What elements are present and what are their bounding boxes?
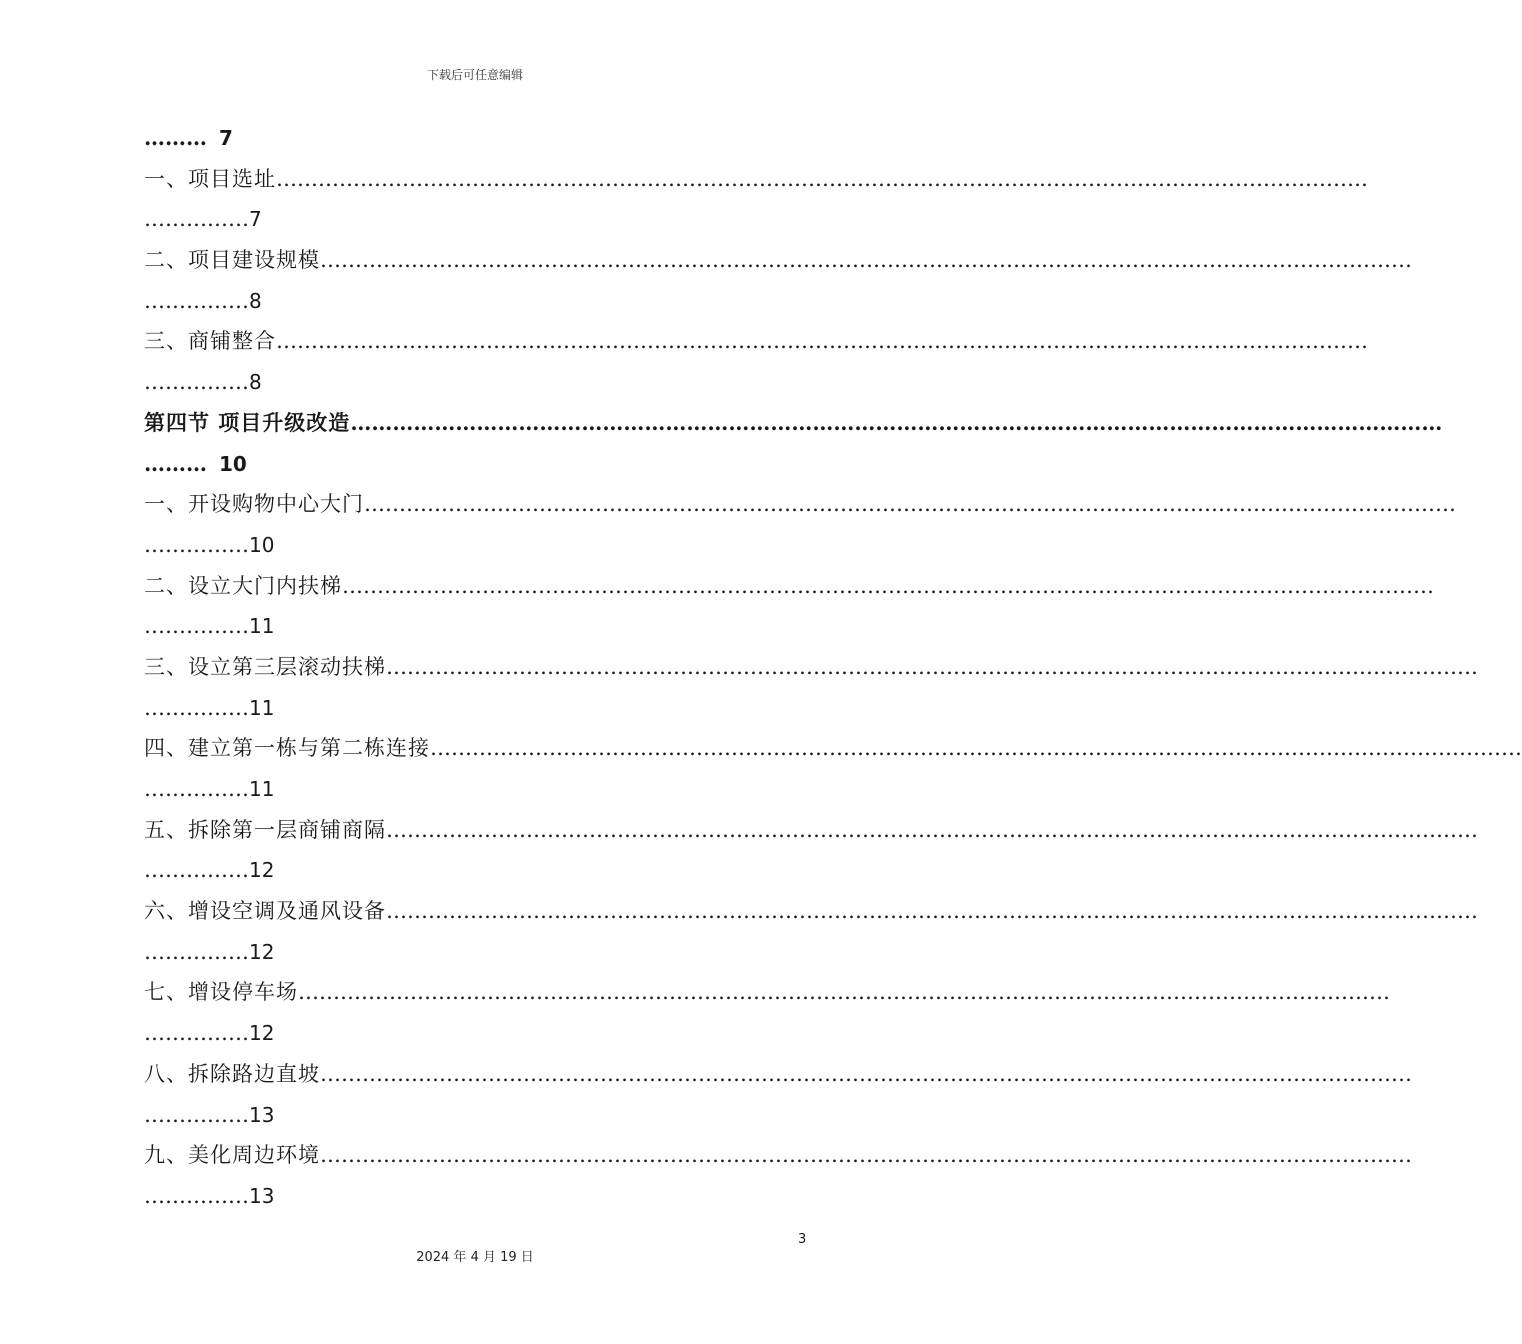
toc-page-number: 13 xyxy=(249,1102,275,1127)
toc-page-number: 10 xyxy=(219,451,247,476)
toc-entry[interactable] xyxy=(144,403,1443,444)
toc-entry[interactable] xyxy=(144,484,1456,525)
toc-entry-continuation[interactable] xyxy=(144,769,804,810)
toc-dot-leader: ………………………………………………………………………………………………………………………………………… xyxy=(342,573,1434,598)
toc-dot-leader: …………… xyxy=(144,532,249,557)
toc-dot-leader: ……… xyxy=(144,450,207,476)
toc-page-number: 11 xyxy=(249,695,275,720)
toc-dot-leader: ………………………………………………………………………………………………………………………………………… xyxy=(386,817,1478,842)
toc-dot-leader: …………… xyxy=(144,288,249,313)
toc-entry-title: 六、增设空调及通风设备 xyxy=(144,899,386,924)
page-header: 下载后可任意编辑 xyxy=(426,68,523,82)
toc-entry-continuation[interactable] xyxy=(144,199,804,240)
toc-dot-leader: ………………………………………………………………………………………………………………………………………… xyxy=(320,248,1412,273)
toc-entry-title: 二、设立大门内扶梯 xyxy=(144,573,342,598)
toc-entry-continuation[interactable] xyxy=(144,688,804,729)
toc-dot-leader: ………………………………………………………………………………………………………………………………………… xyxy=(364,492,1456,517)
toc-dot-leader: …………… xyxy=(144,695,249,720)
page-number: 3 xyxy=(798,1232,807,1247)
toc-entry[interactable] xyxy=(144,240,1412,281)
toc-entry-continuation[interactable] xyxy=(144,362,804,403)
toc-dot-leader: …………… xyxy=(144,1021,249,1046)
toc-page-number: 7 xyxy=(219,126,233,150)
toc-page-number: 12 xyxy=(249,939,275,964)
toc-entry-title: 一、项目选址 xyxy=(144,166,276,191)
toc-entry[interactable] xyxy=(144,321,1368,362)
toc-dot-leader: ………………………………………………………………………………………………………………………………………… xyxy=(320,1143,1412,1168)
toc-entry-continuation[interactable] xyxy=(144,525,804,566)
toc-entry-continuation[interactable] xyxy=(144,850,804,891)
toc-entry[interactable] xyxy=(144,159,1368,200)
toc-dot-leader: …………… xyxy=(144,1183,249,1208)
toc-page-number: 8 xyxy=(249,288,262,313)
toc-entry-title: 四、建立第一栋与第二栋连接 xyxy=(144,736,430,761)
toc-entry[interactable] xyxy=(144,566,1434,607)
toc-entry[interactable] xyxy=(144,728,1522,769)
toc-dot-leader: ……… xyxy=(144,125,207,150)
toc-entry[interactable] xyxy=(144,1135,1412,1176)
toc-entry-continuation[interactable] xyxy=(144,606,804,647)
toc-dot-leader: …………… xyxy=(144,207,249,232)
toc-dot-leader: ………………………………………………………………………………………………………………………………………… xyxy=(320,1061,1412,1086)
toc-page-number: 11 xyxy=(249,614,275,639)
toc-entry-continuation[interactable] xyxy=(144,1176,804,1217)
toc-page-number: 10 xyxy=(249,532,275,557)
toc-entry-title: 三、设立第三层滚动扶梯 xyxy=(144,654,386,679)
toc-entry[interactable] xyxy=(144,810,1478,851)
toc-entry[interactable] xyxy=(144,1054,1412,1095)
toc-entry[interactable] xyxy=(144,891,1478,932)
toc-dot-leader: ………………………………………………………………………………………………………………………………………… xyxy=(298,980,1390,1005)
toc-page-number: 11 xyxy=(249,777,275,801)
toc-dot-leader: …………… xyxy=(144,858,249,883)
toc-entry[interactable] xyxy=(144,647,1478,688)
toc-entry-continuation[interactable] xyxy=(144,1013,804,1054)
toc-dot-leader: ………………………………………………………………………………………………………………………………………… xyxy=(430,736,1522,761)
toc-dot-leader: ………………………………………………………………………………………………………………………………………… xyxy=(276,329,1368,354)
toc-dot-leader: ………………………………………………………………………………………………………………………………………… xyxy=(386,654,1478,679)
toc-page-number: 12 xyxy=(249,858,275,883)
toc-entry-title: 二、项目建设规模 xyxy=(144,248,320,273)
toc-dot-leader: …………… xyxy=(144,370,249,395)
toc-dot-leader: ………………………………………………………………………………………………………………………………………… xyxy=(350,409,1443,435)
toc-dot-leader: ………………………………………………………………………………………………………………………………………… xyxy=(386,899,1478,924)
toc-entry-title: 五、拆除第一层商铺商隔 xyxy=(144,817,386,842)
toc-entry-title: 第四节 项目升级改造 xyxy=(144,409,351,435)
toc-dot-leader: ………………………………………………………………………………………………………………………………………… xyxy=(276,166,1368,191)
toc-entry-title: 七、增设停车场 xyxy=(144,980,298,1005)
toc-entry-title: 一、开设购物中心大门 xyxy=(144,492,364,517)
toc-entry-title: 九、美化周边环境 xyxy=(144,1143,320,1168)
table-of-contents xyxy=(144,118,1522,1217)
toc-dot-leader: …………… xyxy=(144,777,249,801)
toc-entry-continuation[interactable] xyxy=(144,444,804,485)
toc-page-number: 8 xyxy=(249,370,262,395)
toc-entry-continuation[interactable] xyxy=(144,118,804,159)
toc-page-number: 13 xyxy=(249,1183,275,1208)
toc-entry-title: 三、商铺整合 xyxy=(144,329,276,354)
page-footer-date: 2024 年 4 月 19 日 xyxy=(416,1250,534,1265)
toc-dot-leader: …………… xyxy=(144,939,249,964)
toc-entry[interactable] xyxy=(144,972,1390,1013)
toc-dot-leader: …………… xyxy=(144,614,249,639)
toc-page-number: 7 xyxy=(249,207,262,232)
toc-dot-leader: …………… xyxy=(144,1102,249,1127)
toc-entry-continuation[interactable] xyxy=(144,281,804,322)
toc-page-number: 12 xyxy=(249,1021,275,1046)
toc-entry-continuation[interactable] xyxy=(144,1095,804,1136)
toc-entry-continuation[interactable] xyxy=(144,932,804,973)
toc-entry-title: 八、拆除路边直坡 xyxy=(144,1061,320,1086)
